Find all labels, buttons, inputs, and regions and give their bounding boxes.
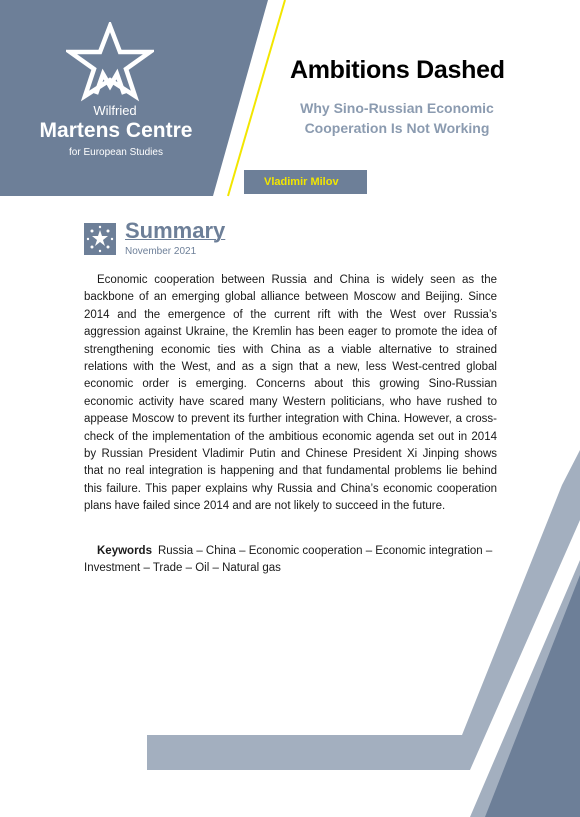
document-title: Ambitions Dashed [290, 56, 505, 84]
summary-heading: Summary [125, 218, 226, 243]
summary-body: Economic cooperation between Russia and China is widely seen as the backbone of an emerging global alliance between Moscow and Beijing. Since 2014 and the emergence of the current rift with the West over Russia’s aggression against Ukraine, the Kremlin has been eager to promote the idea of strengthening economic ties with China as a viable alternative to strained relations with the West, and as a sign that a new, less West-centred global economic order is emerging. Concerns about this growing Sino-Russian economic activity have scared many Western politicians, who have rushed to appease Moscow to prevent its further integration with China. However, a cross-check of the implementation of the ambitious economic agenda set out in 2014 by Russian President Vladimir Putin and Chinese President Xi Jinping shows that no real integration is happening and that fundamental problems lie behind this failure. This paper explains why Russia and China’s economic cooperation plans have failed since 2014 and are not likely to succeed in the future. [84, 274, 497, 513]
keywords-label: Keywords [97, 545, 152, 557]
org-name-main: Martens Centre [39, 119, 193, 142]
martens-star-logo-icon [66, 22, 154, 102]
summary-date: November 2021 [125, 246, 197, 257]
author-name: Vladimir Milov [264, 176, 339, 188]
keywords-paragraph [84, 543, 504, 577]
keywords-text: Russia – China – Economic cooperation – Economic integration – Investment – Trade – Oil – Natural gas [84, 545, 493, 574]
org-name-first: Wilfried [93, 103, 137, 118]
org-name-sub: for European Studies [69, 147, 163, 158]
summary-stars-icon [84, 223, 116, 255]
document-subtitle: Why Sino-Russian Economic Cooperation Is Not Working [300, 100, 494, 136]
